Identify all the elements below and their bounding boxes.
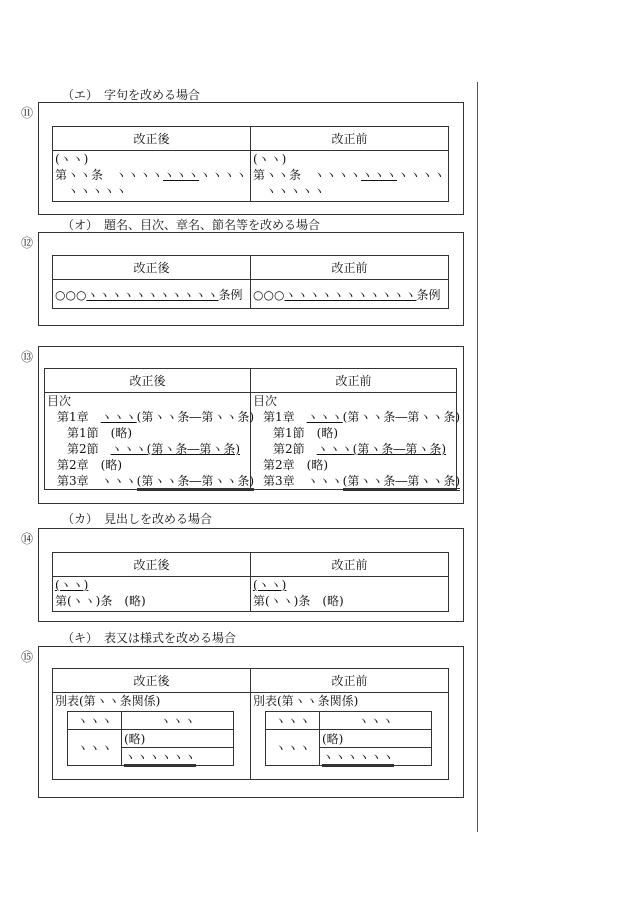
before-header: 改正前	[251, 256, 449, 280]
after-header: 改正後	[53, 127, 251, 151]
section-title-ki: （キ） 表又は様式を改める場合	[62, 631, 237, 645]
before-header: 改正前	[251, 553, 449, 577]
item-number-14: ⑭	[21, 532, 34, 546]
comparison-table-14	[52, 552, 449, 612]
after-header: 改正後	[45, 369, 251, 393]
after-cell: 別表(第ヽヽ条関係) ヽヽヽ ヽヽヽ ヽヽヽ (略) ヽヽヽヽヽヽ	[53, 693, 251, 780]
before-cell: ○○○ヽヽヽヽヽヽヽヽヽヽヽ条例	[251, 280, 449, 309]
comparison-table-15	[52, 668, 449, 780]
after-cell: 目次 第1章 ヽヽヽ(第ヽヽ条―第ヽヽ条) 第1節 (略) 第2節 ヽヽヽ(第ヽ条―第ヽ条) 第2章 (略) 第3章 ヽヽヽ(第ヽヽ条―第ヽヽ条)	[45, 393, 251, 490]
annex-table: ヽヽヽ ヽヽヽ ヽヽヽ (略) ヽヽヽヽヽヽ	[265, 711, 432, 766]
item-number-11: ⑪	[21, 106, 34, 120]
before-cell: 目次 第1章 ヽヽヽ(第ヽヽ条―第ヽヽ条) 第1節 (略) 第2節 ヽヽヽ(第ヽ条―第ヽ条) 第2章 (略) 第3章 ヽヽヽ(第ヽヽ条―第ヽヽ条)	[251, 393, 457, 490]
before-header: 改正前	[251, 669, 449, 693]
after-cell: (ヽヽ) 第ヽヽ条 ヽヽヽヽヽヽヽヽヽヽヽ ヽヽヽヽヽ	[53, 151, 251, 202]
before-cell: (ヽヽ) 第ヽヽ条 ヽヽヽヽヽヽヽヽヽヽヽ ヽヽヽヽヽ	[251, 151, 449, 202]
item-number-15: ⑮	[21, 650, 34, 664]
section-title-o: （オ） 題名、目次、章名、節名等を改める場合	[62, 218, 321, 232]
comparison-table-13	[44, 368, 461, 490]
before-cell: 別表(第ヽヽ条関係) ヽヽヽ ヽヽヽ ヽヽヽ (略) ヽヽヽヽヽヽ	[251, 693, 449, 780]
item-number-13: ⑬	[21, 350, 34, 364]
section-title-ka: （カ） 見出しを改める場合	[62, 512, 213, 526]
after-header: 改正後	[53, 256, 251, 280]
before-cell: (ヽヽ) 第(ヽヽ)条 (略)	[251, 577, 449, 612]
after-header: 改正後	[53, 553, 251, 577]
after-cell: ○○○ヽヽヽヽヽヽヽヽヽヽヽ条例	[53, 280, 251, 309]
section-title-e: （エ） 字句を改める場合	[62, 88, 201, 102]
item-number-12: ⑫	[21, 236, 34, 250]
comparison-table-11	[52, 126, 449, 202]
before-header: 改正前	[251, 127, 449, 151]
page-divider-line	[477, 82, 478, 832]
annex-table: ヽヽヽ ヽヽヽ ヽヽヽ (略) ヽヽヽヽヽヽ	[67, 711, 234, 766]
comparison-table-12	[52, 255, 449, 309]
after-cell: (ヽヽ) 第(ヽヽ)条 (略)	[53, 577, 251, 612]
before-header: 改正前	[251, 369, 457, 393]
after-header: 改正後	[53, 669, 251, 693]
